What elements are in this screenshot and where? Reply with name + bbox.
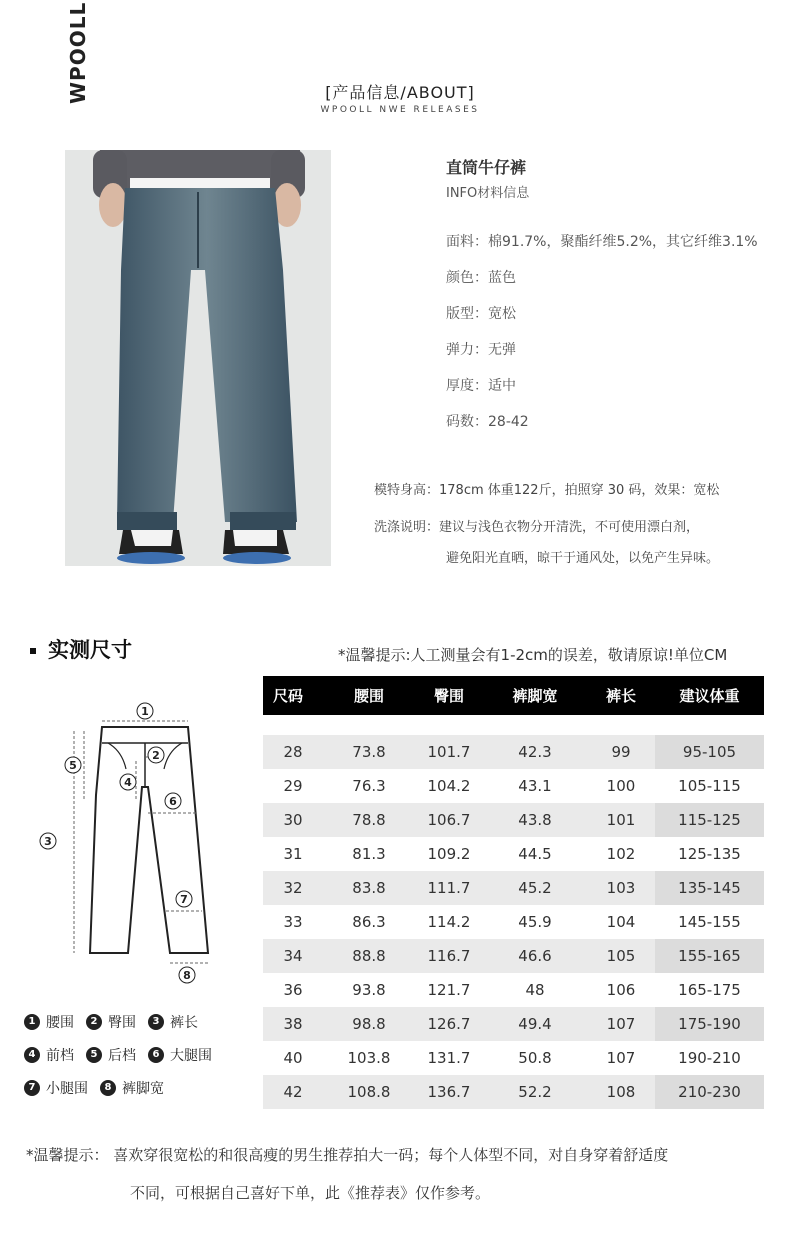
size-diagram: [30, 695, 220, 990]
table-row: [263, 803, 764, 837]
bottom-tip-line2: 不同，可根据自己喜好下单，此《推荐表》仅作参考。: [130, 1184, 491, 1202]
legend-row: [24, 1005, 224, 1038]
diagram-marker-5: [65, 757, 81, 773]
cell: 136.7: [415, 1075, 483, 1109]
svg-text:5: 5: [69, 759, 77, 772]
cell: 93.8: [352, 981, 386, 999]
spec-key: 码数 ：: [446, 414, 488, 430]
cell: 52.2: [483, 1075, 587, 1109]
cell: 83.8: [323, 871, 415, 905]
spec-value: 28-42: [488, 414, 529, 430]
cell: 102: [606, 845, 636, 863]
cell: 175-190: [655, 1007, 764, 1041]
cell: 73.8: [323, 735, 415, 769]
cell: 155-165: [655, 939, 764, 973]
svg-text:3: 3: [44, 835, 52, 848]
legend-row: [24, 1071, 224, 1104]
cell: 43.1: [518, 777, 552, 795]
legend-number-icon: 1: [24, 1014, 40, 1030]
jeans-photo-illustration: [65, 150, 331, 566]
pants-outline-diagram: [30, 695, 220, 990]
cell: 111.7: [415, 871, 483, 905]
cell: 38: [263, 1007, 323, 1041]
spec-key: 弹力 ：: [446, 342, 488, 358]
cell: 30: [263, 803, 323, 837]
legend-number-icon: 3: [148, 1014, 164, 1030]
svg-text:4: 4: [124, 776, 132, 789]
legend-label: 裤脚宽: [122, 1080, 164, 1097]
table-header-row: [263, 676, 764, 715]
info-label: INFO材料信息: [446, 186, 530, 201]
measurement-legend: [24, 1005, 224, 1104]
brand-name: WPOOLL: [66, 1, 90, 104]
table-row: [263, 973, 764, 1007]
spec-value: 蓝色: [488, 270, 516, 286]
legend-item: [86, 1045, 136, 1065]
cell: 40: [283, 1049, 303, 1067]
cell: 32: [263, 871, 323, 905]
spec-list: [446, 231, 790, 447]
cell: 44.5: [518, 845, 552, 863]
legend-item: [148, 1012, 198, 1032]
legend-number-icon: 6: [148, 1047, 164, 1063]
cell: 42.3: [483, 735, 587, 769]
cell: 34: [263, 939, 323, 973]
cell: 190-210: [655, 1041, 764, 1075]
cell: 105: [587, 939, 655, 973]
cell: 103.8: [347, 1049, 391, 1067]
col-header-size: 尺码: [263, 676, 323, 715]
cell: 109.2: [427, 845, 471, 863]
cell: 48: [525, 981, 545, 999]
table-row: [263, 769, 764, 803]
legend-label: 前档: [46, 1047, 74, 1064]
spec-key: 面料 ：: [446, 234, 488, 250]
product-name: 直筒牛仔裤: [446, 158, 527, 177]
diagram-marker-1: [137, 703, 153, 719]
table-row: [263, 1041, 764, 1075]
svg-text:7: 7: [180, 893, 188, 906]
legend-label: 后档: [108, 1047, 136, 1064]
legend-item: [24, 1045, 74, 1065]
spec-row: [446, 267, 790, 303]
table-row: [263, 871, 764, 905]
diagram-marker-2: [148, 747, 164, 763]
cell: 126.7: [415, 1007, 483, 1041]
diagram-marker-6: [165, 793, 181, 809]
cell: 116.7: [415, 939, 483, 973]
cell: 105-115: [655, 769, 764, 803]
cell: 145-155: [655, 905, 764, 939]
measure-tip: *温馨提示:人工测量会有1-2cm的误差，敬请原谅!单位CM: [338, 646, 728, 664]
diagram-marker-4: [120, 774, 136, 790]
cell: 104: [606, 913, 636, 931]
legend-number-icon: 5: [86, 1047, 102, 1063]
cell: 108: [587, 1075, 655, 1109]
spec-row: [446, 411, 790, 447]
table-row: [263, 735, 764, 769]
svg-text:8: 8: [183, 969, 191, 982]
col-header-length: 裤长: [587, 676, 655, 715]
about-subtitle: WPOOLL NWE RELEASES: [320, 105, 480, 115]
cell: 95-105: [655, 735, 764, 769]
legend-item: [24, 1012, 74, 1032]
table-row: [263, 939, 764, 973]
cell: 100: [606, 777, 636, 795]
spec-row: [446, 303, 790, 339]
cell: 98.8: [323, 1007, 415, 1041]
cell: 45.9: [518, 913, 552, 931]
cell: 115-125: [655, 803, 764, 837]
diagram-marker-7: [176, 891, 192, 907]
cell: 36: [283, 981, 303, 999]
cell: 101.7: [415, 735, 483, 769]
col-header-hem: 裤脚宽: [483, 676, 587, 715]
spec-value: 适中: [488, 378, 516, 394]
cell: 104.2: [427, 777, 471, 795]
diagram-marker-8: [179, 967, 195, 983]
brand-logo: [58, 1, 104, 108]
legend-number-icon: 2: [86, 1014, 102, 1030]
table-row: [263, 837, 764, 871]
col-header-waist: 腰围: [323, 676, 415, 715]
legend-label: 小腿围: [46, 1080, 88, 1097]
bottom-tip-line1: *温馨提示： 喜欢穿很宽松的和很高瘦的男生推荐拍大一码；每个人体型不同，对自身穿着舒适度: [26, 1146, 669, 1164]
legend-number-icon: 8: [100, 1080, 116, 1096]
section-title-text: 实测尺寸: [48, 638, 132, 662]
product-info: [446, 155, 529, 201]
spec-value: 无弹: [488, 342, 516, 358]
bullet-icon: [30, 648, 36, 654]
wash-instructions-line1: 洗涤说明：建议与浅色衣物分开清洗，不可使用漂白剂，: [374, 520, 700, 535]
cell: 101: [587, 803, 655, 837]
cell: 106.7: [415, 803, 483, 837]
table-row: [263, 1075, 764, 1109]
section-title: [30, 634, 132, 664]
cell: 99: [587, 735, 655, 769]
cell: 165-175: [655, 973, 764, 1007]
cell: 131.7: [427, 1049, 471, 1067]
bottom-tip: [26, 1136, 776, 1212]
cell: 107: [606, 1049, 636, 1067]
legend-number-icon: 4: [24, 1047, 40, 1063]
legend-item: [148, 1045, 212, 1065]
cell: 46.6: [483, 939, 587, 973]
cell: 121.7: [427, 981, 471, 999]
spec-row: [446, 339, 790, 375]
cell: 76.3: [352, 777, 386, 795]
cell: 135-145: [655, 871, 764, 905]
cell: 49.4: [483, 1007, 587, 1041]
legend-label: 裤长: [170, 1014, 198, 1031]
legend-item: [24, 1078, 88, 1098]
cell: 28: [263, 735, 323, 769]
spec-value: 棉91.7%，聚酯纤维5.2%，其它纤维3.1%: [488, 234, 758, 250]
cell: 103: [587, 871, 655, 905]
table-row: [263, 905, 764, 939]
cell: 88.8: [323, 939, 415, 973]
cell: 45.2: [483, 871, 587, 905]
legend-label: 大腿围: [170, 1047, 212, 1064]
about-header: [300, 80, 500, 115]
cell: 50.8: [518, 1049, 552, 1067]
legend-item: [100, 1078, 164, 1098]
spec-key: 版型 ：: [446, 306, 488, 322]
cell: 86.3: [352, 913, 386, 931]
svg-text:1: 1: [141, 705, 149, 718]
diagram-marker-3: [40, 833, 56, 849]
cell: 43.8: [483, 803, 587, 837]
cell: 107: [587, 1007, 655, 1041]
spec-value: 宽松: [488, 306, 516, 322]
cell: 31: [283, 845, 303, 863]
size-table: [263, 676, 764, 1109]
legend-label: 臀围: [108, 1014, 136, 1031]
spec-key: 颜色 ：: [446, 270, 488, 286]
legend-row: [24, 1038, 224, 1071]
product-photo: [65, 150, 331, 566]
col-header-hip: 臀围: [415, 676, 483, 715]
about-title: [产品信息/ABOUT]: [325, 83, 475, 102]
model-info: 模特身高：178cm 体重122斤，拍照穿 30 码，效果：宽松: [374, 483, 720, 498]
wash-instructions-line2: 避免阳光直晒，晾干于通风处，以免产生异味。: [446, 551, 720, 566]
cell: 81.3: [352, 845, 386, 863]
svg-text:6: 6: [169, 795, 177, 808]
cell: 42: [263, 1075, 323, 1109]
legend-label: 腰围: [46, 1014, 74, 1031]
cell: 210-230: [655, 1075, 764, 1109]
legend-number-icon: 7: [24, 1080, 40, 1096]
cell: 106: [606, 981, 636, 999]
spec-row: [446, 375, 790, 411]
spec-key: 厚度 ：: [446, 378, 488, 394]
table-row: [263, 1007, 764, 1041]
cell: 125-135: [655, 837, 764, 871]
cell: 33: [283, 913, 303, 931]
cell: 114.2: [427, 913, 471, 931]
cell: 108.8: [323, 1075, 415, 1109]
spec-row: [446, 231, 790, 267]
cell: 78.8: [323, 803, 415, 837]
svg-text:2: 2: [152, 749, 160, 762]
legend-item: [86, 1012, 136, 1032]
table-spacer: [263, 715, 764, 735]
cell: 29: [283, 777, 303, 795]
col-header-weight: 建议体重: [655, 676, 764, 715]
